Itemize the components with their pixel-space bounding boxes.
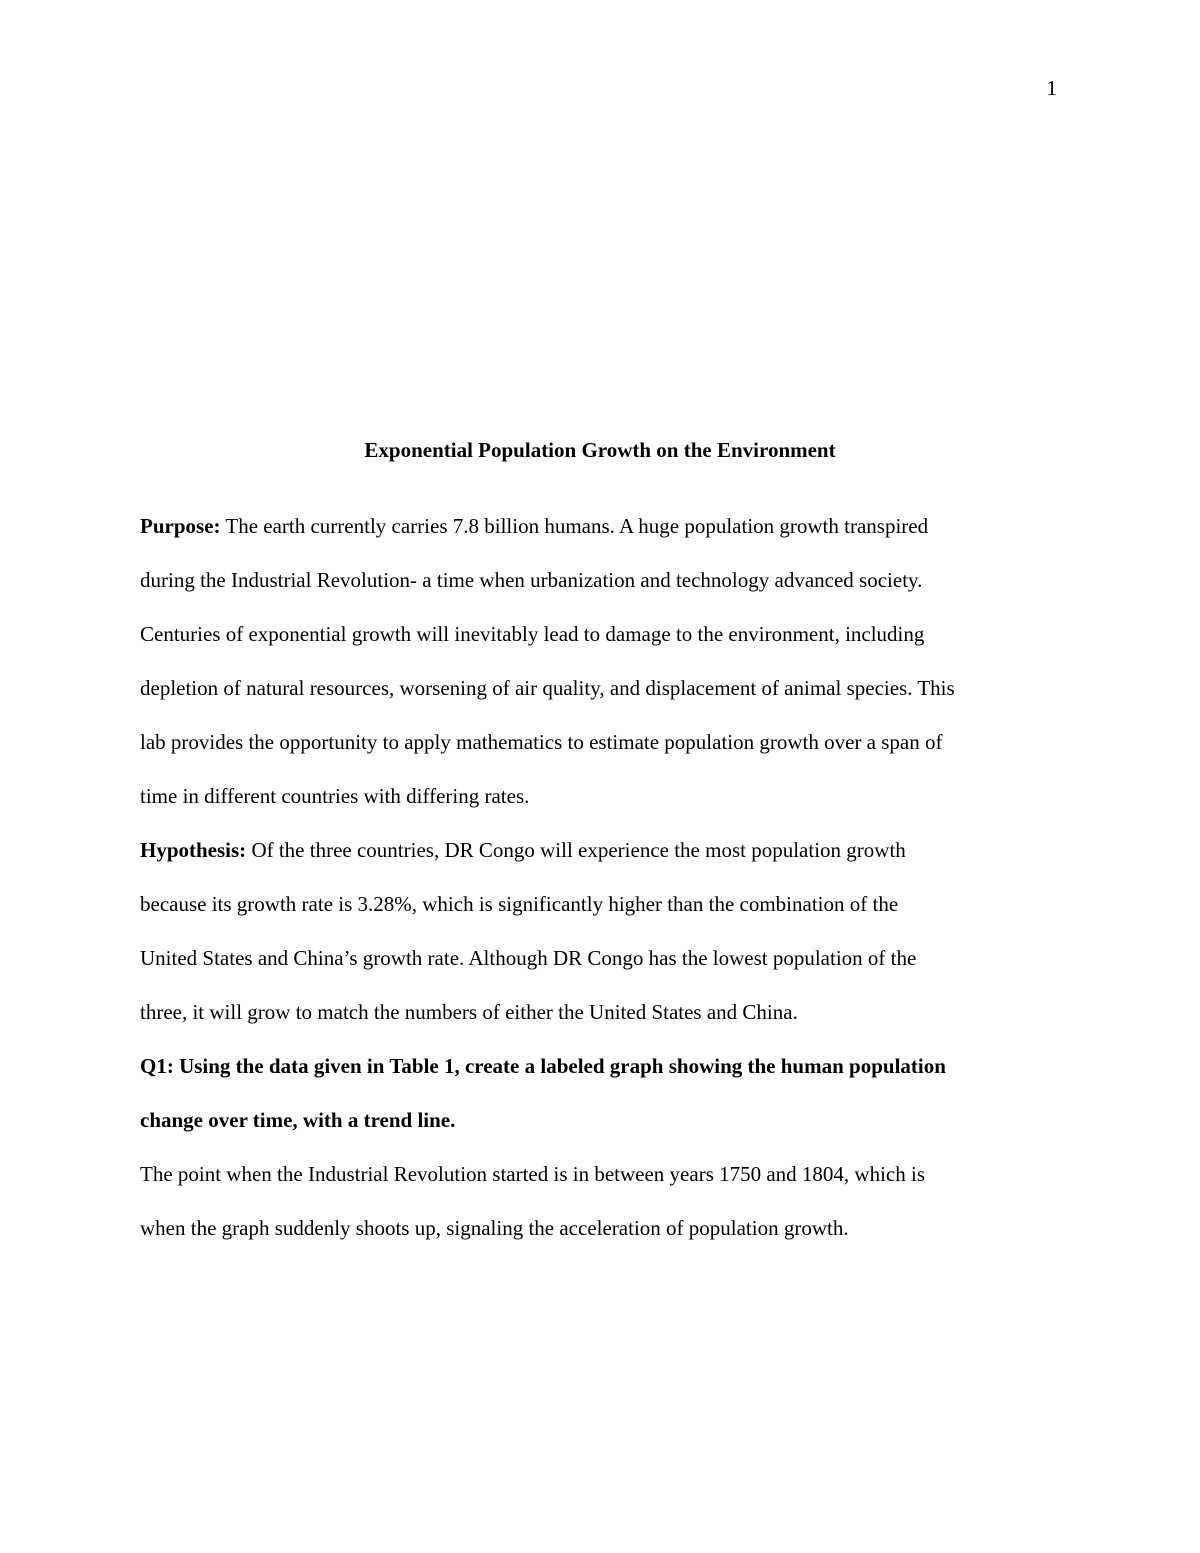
question-1 bbox=[140, 1039, 1060, 1147]
purpose-line: Centuries of exponential growth will inevitably lead to damage to the environment, including bbox=[140, 622, 925, 646]
hypothesis-label: Hypothesis: bbox=[140, 838, 247, 862]
purpose-label: Purpose: bbox=[140, 514, 221, 538]
question-1-line: Q1: Using the data given in Table 1, create a labeled graph showing the human population bbox=[140, 1054, 946, 1078]
document-title: Exponential Population Growth on the Environment bbox=[364, 438, 836, 462]
page-number: 1 bbox=[1046, 76, 1057, 100]
answer-1 bbox=[140, 1147, 1060, 1255]
answer-1-line: when the graph suddenly shoots up, signaling the acceleration of population growth. bbox=[140, 1216, 849, 1240]
hypothesis-text: Of the three countries, DR Congo will experience the most population growth bbox=[246, 838, 906, 862]
purpose-line: depletion of natural resources, worsening of air quality, and displacement of animal species. This bbox=[140, 676, 955, 700]
purpose-line: lab provides the opportunity to apply mathematics to estimate population growth over a span of bbox=[140, 730, 943, 754]
hypothesis-line: because its growth rate is 3.28%, which is significantly higher than the combination of the bbox=[140, 892, 899, 916]
purpose-text: The earth currently carries 7.8 billion humans. A huge population growth transpired bbox=[220, 514, 929, 538]
purpose-line: time in different countries with differing rates. bbox=[140, 784, 530, 808]
hypothesis-paragraph bbox=[140, 823, 1060, 1039]
hypothesis-line: United States and China’s growth rate. Although DR Congo has the lowest population of the bbox=[140, 946, 917, 970]
hypothesis-line: three, it will grow to match the numbers of either the United States and China. bbox=[140, 1000, 798, 1024]
answer-1-line: The point when the Industrial Revolution started is in between years 1750 and 1804, which is bbox=[140, 1162, 926, 1186]
document-body bbox=[140, 499, 1060, 1255]
question-1-line: change over time, with a trend line. bbox=[140, 1108, 456, 1132]
purpose-line bbox=[140, 499, 1060, 553]
purpose-line: during the Industrial Revolution- a time when urbanization and technology advanced society. bbox=[140, 568, 923, 592]
hypothesis-line bbox=[140, 823, 1060, 877]
purpose-paragraph bbox=[140, 499, 1060, 823]
